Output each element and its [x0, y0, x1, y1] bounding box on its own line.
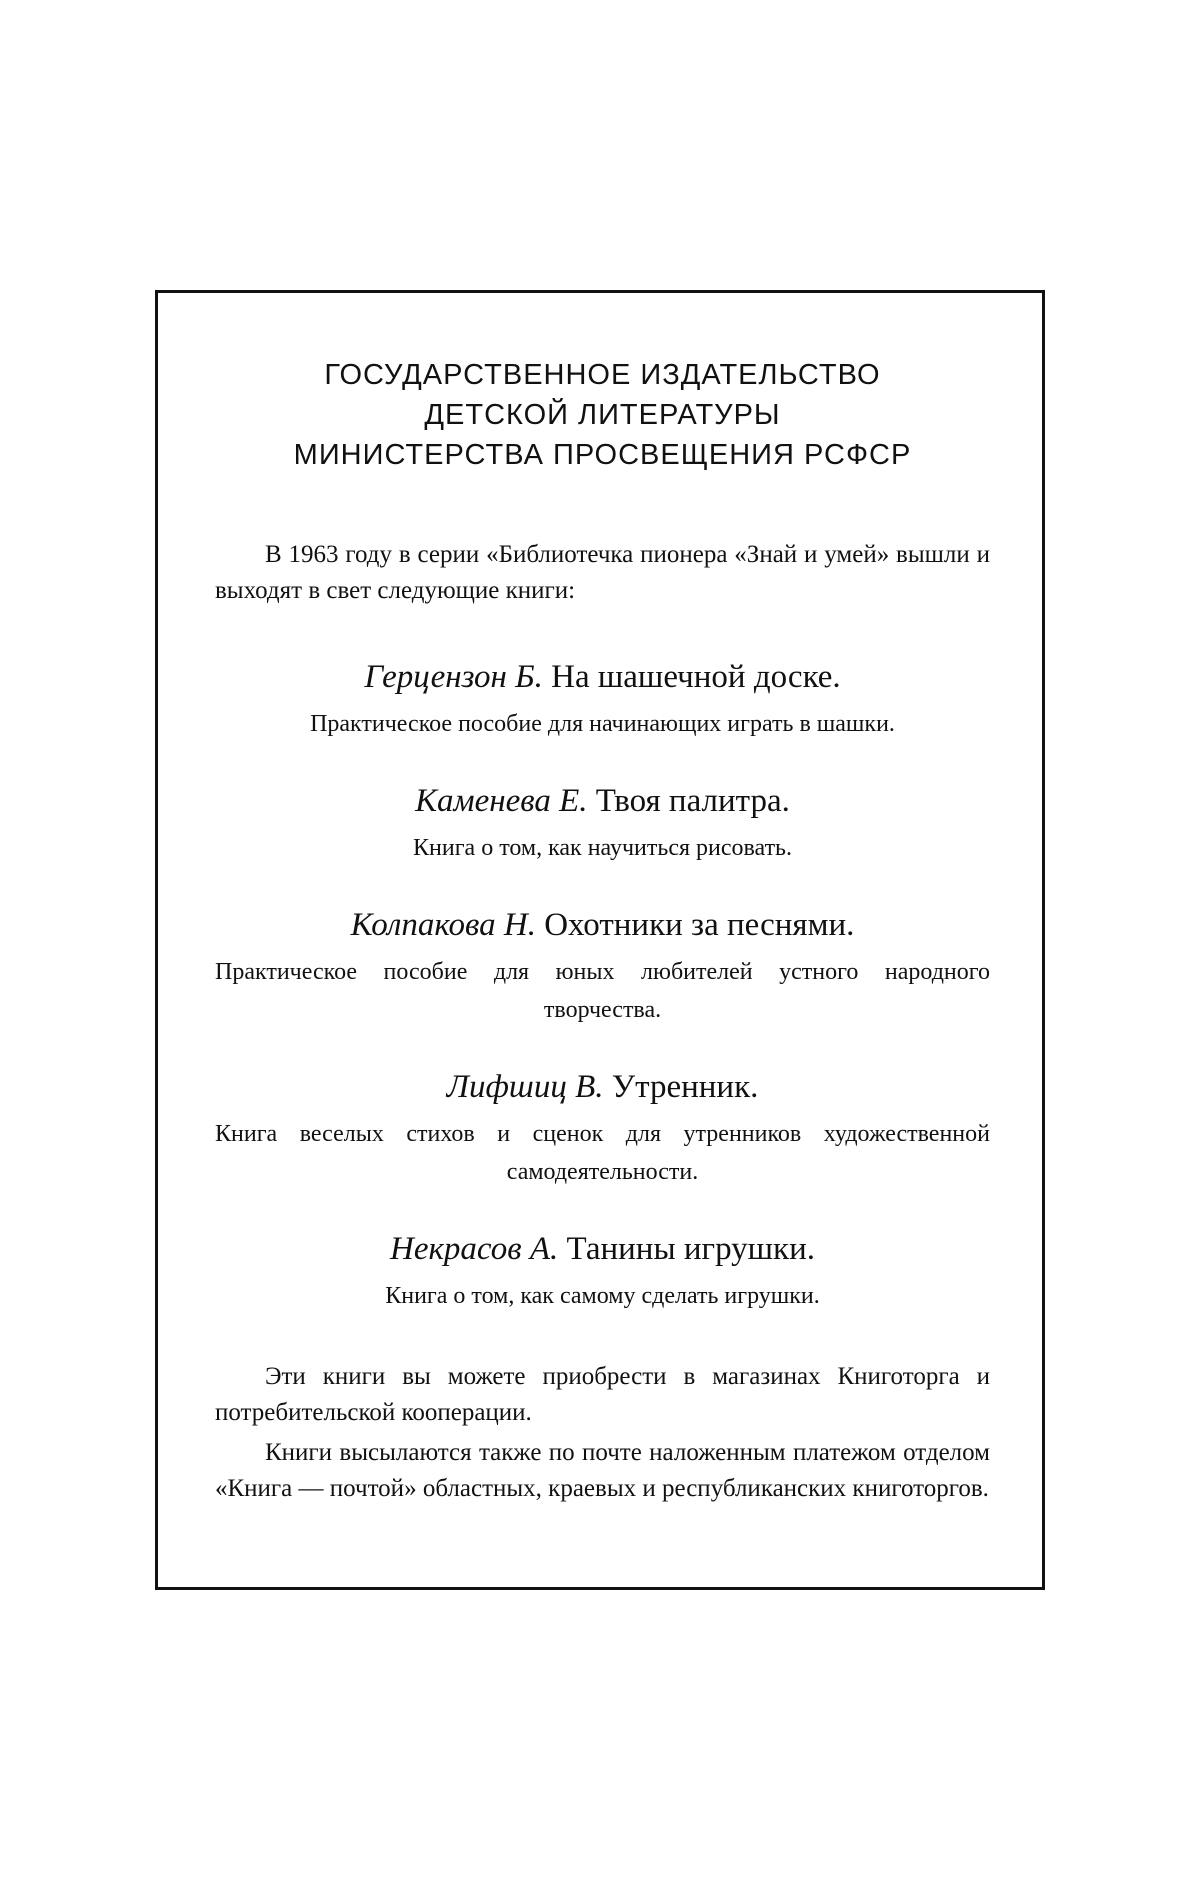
- book-heading: [215, 655, 990, 699]
- book-author: Каменева Е.: [415, 783, 588, 819]
- book-heading: [215, 779, 990, 823]
- book-entry: [215, 655, 990, 743]
- book-description: Практическое пособие для начинающих играть в шашки.: [310, 711, 895, 737]
- announcement-content: [215, 355, 990, 1511]
- publisher-line-2: ДЕТСКОЙ ЛИТЕРАТУРЫ: [424, 399, 781, 431]
- book-title: Утренник.: [611, 1069, 759, 1105]
- book-description: Книга о том, как научиться рисовать.: [413, 835, 792, 861]
- book-entry: [215, 779, 990, 867]
- book-title: Твоя палитра.: [595, 783, 790, 819]
- book-heading: [215, 903, 990, 947]
- publisher-line-3: МИНИСТЕРСТВА ПРОСВЕЩЕНИЯ РСФСР: [293, 439, 912, 471]
- book-description: Книга о том, как самому сделать игрушки.: [385, 1283, 820, 1309]
- purchase-paragraph: Эти книги вы можете приобрести в магазинах Книготорга и потребительской кооперации.: [215, 1363, 990, 1426]
- book-title: Охотники за песнями.: [544, 907, 855, 943]
- book-entry: [215, 903, 990, 1029]
- publisher-header: [215, 355, 990, 475]
- book-heading: [215, 1065, 990, 1109]
- mail-order-paragraph: Книги высылаются также по почте наложенным платежом отделом «Книга — почтой» областных, краевых и республиканских книготоргов.: [215, 1439, 990, 1502]
- book-description: Практическое пособие для юных любителей устного народного творчества.: [215, 959, 990, 1023]
- intro-paragraph: В 1963 году в серии «Библиотечка пионера «Знай и умей» вышли и выходят в свет следующие книги:: [215, 541, 990, 604]
- book-entry: [215, 1227, 990, 1315]
- book-title: Танины игрушки.: [566, 1231, 815, 1267]
- book-author: Некрасов А.: [390, 1231, 559, 1267]
- publisher-line-1: ГОСУДАРСТВЕННОЕ ИЗДАТЕЛЬСТВО: [324, 359, 881, 391]
- book-author: Лифшиц В.: [446, 1069, 604, 1105]
- purchase-info: [215, 1359, 990, 1507]
- book-title: На шашечной доске.: [551, 659, 841, 695]
- book-description: Книга веселых стихов и сценок для утренников художественной самодеятельности.: [215, 1121, 990, 1185]
- book-author: Герцензон Б.: [364, 659, 543, 695]
- book-heading: [215, 1227, 990, 1271]
- book-entry: [215, 1065, 990, 1191]
- book-list: [215, 655, 990, 1315]
- book-author: Колпакова Н.: [350, 907, 536, 943]
